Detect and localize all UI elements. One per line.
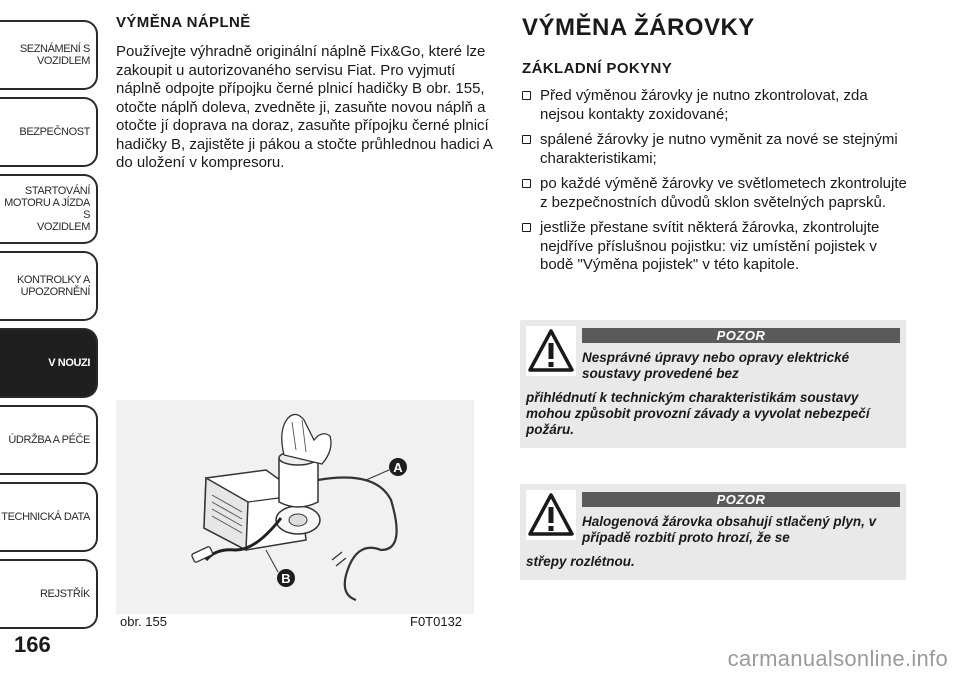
page-title: VÝMĚNA ŽÁROVKY	[522, 14, 755, 41]
list-item: Před výměnou žárovky je nutno zkontrolovat, zda nejsou kontakty zoxidované;	[522, 87, 908, 124]
list-item: spálené žárovky je nutno vyměnit za nové se stejnými charakteristikami;	[522, 131, 908, 168]
warning-box	[520, 484, 906, 580]
list-item: jestliže přestane svítit některá žárovka, zkontrolujte nejdříve příslušnou pojistku: viz umístění pojistek v bodě "Výměna pojistek" v této kapitole.	[522, 219, 908, 275]
tab-v-nouzi[interactable]: V NOUZI	[0, 328, 98, 398]
tab-udrzba[interactable]: ÚDRŽBA A PÉČE	[0, 405, 98, 475]
left-column	[116, 14, 496, 173]
body-paragraph: Používejte výhradně originální náplně Fix&Go, které lze zakoupit u autorizovaného servisu Fiat. Pro vyjmutí náplně odpojte přípojku černé plnicí hadičky B obr. 155, otočte náplň doleva, zvedněte ji, zasuňte novou náplň a otočte jí doprava na doraz, zasuňte přípojku černé plnicí hadičky B, zajistěte ji pákou a stočte průhlednou hadici A do uložení v kompresoru.	[116, 43, 493, 171]
list-item: po každé výměně žárovky ve světlometech zkontrolujte z bezpečnostních důvodů sklon světelných paprsků.	[522, 175, 908, 212]
figure-compressor	[116, 400, 474, 614]
compressor-illustration	[116, 400, 474, 614]
warning-text-continued: přihlédnutí k technickým charakteristikám soustavy mohou způsobit provozní závady a vyvolat nebezpečí požáru.	[526, 390, 870, 437]
checkbox-bullet-icon	[522, 91, 531, 100]
label-a: A	[393, 460, 403, 475]
tab-bezpecnost[interactable]: BEZPEČNOST	[0, 97, 98, 167]
warning-triangle-icon	[526, 490, 576, 540]
checkbox-bullet-icon	[522, 135, 531, 144]
basic-instructions-heading: ZÁKLADNÍ POKYNY	[522, 60, 673, 77]
figure-caption: obr. 155	[120, 614, 167, 629]
page-number: 166	[14, 632, 51, 657]
tab-kontrolky[interactable]: KONTROLKY A UPOZORNĚNÍ	[0, 251, 98, 321]
tab-startovani[interactable]: STARTOVÁNÍ MOTORU A JÍZDA S VOZIDLEM	[0, 174, 98, 244]
warning-text-continued: střepy rozlétnou.	[526, 554, 635, 569]
watermark: carmanualsonline.info	[727, 646, 948, 671]
label-b: B	[281, 571, 291, 586]
warning-label: POZOR	[582, 492, 900, 507]
right-column	[522, 14, 908, 282]
instruction-list	[522, 87, 908, 275]
tab-seznameni[interactable]: SEZNÁMENÍ S VOZIDLEM	[0, 20, 98, 90]
warning-triangle-icon	[526, 326, 576, 376]
checkbox-bullet-icon	[522, 223, 531, 232]
warning-label: POZOR	[582, 328, 900, 343]
checkbox-bullet-icon	[522, 179, 531, 188]
warning-text: Halogenová žárovka obsahují stlačený plyn, v případě rozbití proto hrozí, že se	[582, 514, 877, 545]
tab-technicka-data[interactable]: TECHNICKÁ DATA	[0, 482, 98, 552]
tab-rejstrik[interactable]: REJSTŘÍK	[0, 559, 98, 629]
section-subheading: VÝMĚNA NÁPLNĚ	[116, 14, 251, 31]
figure-code: F0T0132	[410, 614, 463, 629]
warning-box	[520, 320, 906, 448]
warning-text: Nesprávné úpravy nebo opravy elektrické soustavy provedené bez	[582, 350, 850, 381]
